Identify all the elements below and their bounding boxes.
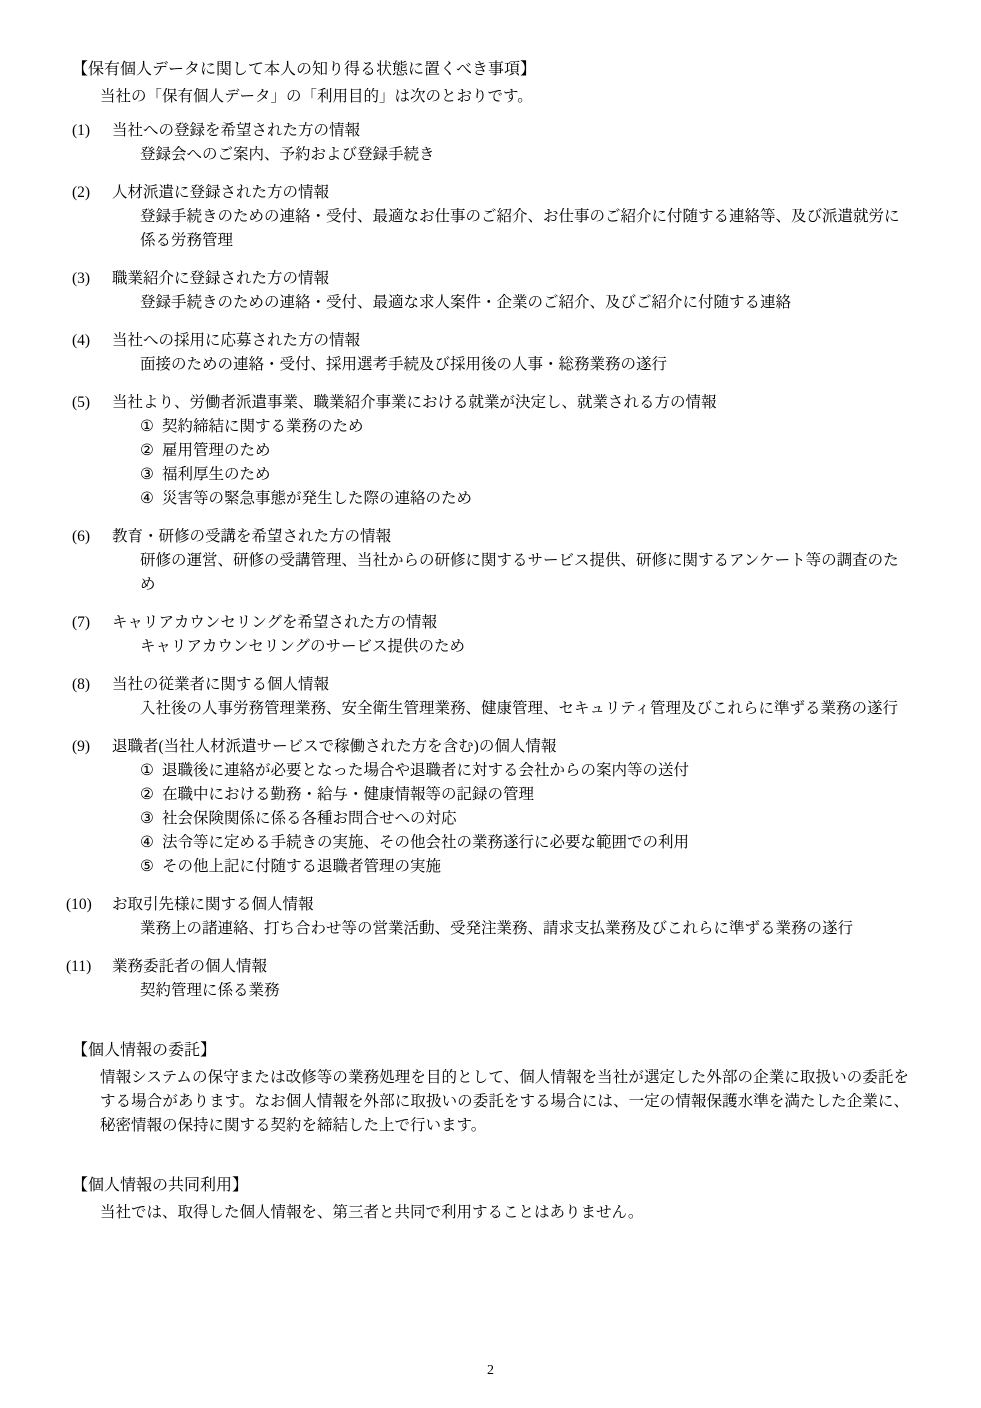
item-body: 業務上の諸連絡、打ち合わせ等の営業活動、受発注業務、請求支払業務及びこれらに準ずる業務の遂行: [140, 920, 854, 938]
item-body: 登録手続きのための連絡・受付、最適なお仕事のご紹介、お仕事のご紹介に付随する連絡等、及び派遣就労に係る労務管理: [140, 207, 900, 249]
item-title-row: [72, 391, 909, 415]
sublist-text: 災害等の緊急事態が発生した際の連絡のため: [162, 490, 473, 508]
sublist-text: 福利厚生のため: [162, 466, 271, 483]
item-title: 当社の従業者に関する個人情報: [112, 676, 330, 694]
item-body: 登録会へのご案内、予約および登録手続き: [140, 145, 435, 163]
item-body: 面接のための連絡・受付、採用選考手続及び採用後の人事・総務業務の遂行: [140, 355, 668, 373]
item-title-row: [72, 329, 909, 353]
item-body: 契約管理に係る業務: [140, 982, 280, 1000]
item-number: (5): [72, 393, 91, 411]
circled-number-3: ③: [140, 466, 154, 483]
section-heading: 【個人情報の共同利用】: [72, 1177, 249, 1195]
item-body: 入社後の人事労務管理業務、安全衛生管理業務、健康管理、セキュリティ管理及びこれらに準ずる業務の遂行: [140, 700, 898, 718]
list-item: [72, 329, 909, 377]
sublist-item: [140, 415, 909, 439]
item-number: (7): [72, 614, 91, 632]
list-item: [72, 267, 909, 315]
item-title: お取引先様に関する個人情報: [112, 896, 314, 914]
list-item: [72, 181, 909, 253]
sublist-text: 契約締結に関する業務のため: [162, 417, 364, 435]
item-number: (1): [72, 121, 91, 139]
item-title-row: [66, 893, 909, 917]
item-body: 登録手続きのための連絡・受付、最適な求人案件・企業のご紹介、及びご紹介に付随する連絡: [140, 293, 792, 311]
item-title-row: [72, 673, 909, 697]
sublist-text: 法令等に定める手続きの実施、その他会社の業務遂行に必要な範囲での利用: [162, 834, 690, 852]
sublist-item: [140, 439, 909, 463]
item-title-row: [66, 955, 909, 979]
sublist-item: [140, 783, 909, 807]
sublist-text: 社会保険関係に係る各種お問合せへの対応: [162, 810, 457, 828]
circled-number-5: ⑤: [140, 858, 154, 876]
list-item: [72, 391, 909, 511]
item-title-row: [72, 611, 909, 635]
list-item: [66, 955, 909, 1003]
circled-number-3: ③: [140, 810, 154, 828]
list-item: [72, 611, 909, 659]
sublist-text: その他上記に付随する退職者管理の実施: [162, 858, 442, 876]
section-body: 当社では、取得した個人情報を、第三者と共同で利用することはありません。: [100, 1203, 644, 1221]
item-number: (3): [72, 269, 91, 287]
list-item: [66, 893, 909, 941]
page-number: 2: [487, 1363, 494, 1379]
circled-number-2: ②: [140, 441, 154, 459]
list-item: [72, 735, 909, 879]
item-title: 退職者(当社人材派遣サービスで稼働された方を含む)の個人情報: [112, 738, 557, 756]
item-title: 業務委託者の個人情報: [112, 958, 268, 976]
item-title: 教育・研修の受講を希望された方の情報: [112, 528, 392, 546]
section-body: 情報システムの保守または改修等の業務処理を目的として、個人情報を当社が選定した外部の企業に取扱いの委託をする場合があります。なお個人情報を外部に取扱いの委託をする場合には、一定の情報保護水準を満たした企業に、秘密情報の保持に関する契約を締結した上で行います。: [100, 1069, 909, 1135]
item-number: (2): [72, 183, 91, 201]
item-title: 当社への登録を希望された方の情報: [112, 121, 361, 139]
list-item: [72, 119, 909, 167]
sublist-item: [140, 807, 909, 831]
item-number: (6): [72, 528, 91, 546]
sublist-text: 在職中における勤務・給与・健康情報等の記録の管理: [162, 786, 535, 804]
section-heading: 【個人情報の委託】: [72, 1042, 217, 1060]
list-item: [72, 525, 909, 597]
sublist-text: 退職後に連絡が必要となった場合や退職者に対する会社からの案内等の送付: [162, 762, 690, 780]
item-body: 研修の運営、研修の受講管理、当社からの研修に関するサービス提供、研修に関するアンケート等の調査のため: [140, 552, 899, 594]
item-title-row: [72, 119, 909, 143]
purpose-list: [66, 119, 909, 1003]
section-heading: 【保有個人データに関して本人の知り得る状態に置くべき事項】: [72, 61, 537, 78]
sublist-item: [140, 831, 909, 855]
circled-number-4: ④: [140, 834, 154, 852]
item-title: 人材派遣に登録された方の情報: [112, 183, 330, 201]
item-sublist: [112, 415, 909, 511]
sublist-item: [140, 463, 909, 487]
sublist-item: [140, 855, 909, 879]
item-title-row: [72, 181, 909, 205]
circled-number-1: ①: [140, 417, 154, 435]
circled-number-2: ②: [140, 786, 154, 804]
circled-number-1: ①: [140, 762, 154, 780]
item-number: (10): [66, 896, 92, 914]
item-sublist: [112, 759, 909, 879]
section-entrustment: [72, 1039, 909, 1138]
section-joint-use: [72, 1174, 909, 1225]
item-title: 当社より、労働者派遣事業、職業紹介事業における就業が決定し、就業される方の情報: [112, 393, 717, 411]
section-holding-personal-data: [66, 58, 909, 1003]
sublist-item: [140, 759, 909, 783]
item-number: (9): [72, 738, 91, 756]
item-title: 職業紹介に登録された方の情報: [112, 269, 330, 287]
section-lead: 当社の「保有個人データ」の「利用目的」は次のとおりです。: [100, 87, 533, 105]
list-item: [72, 673, 909, 721]
item-number: (4): [72, 331, 91, 349]
item-title: キャリアカウンセリングを希望された方の情報: [112, 614, 438, 632]
sublist-text: 雇用管理のため: [162, 441, 271, 459]
item-title-row: [72, 735, 909, 759]
circled-number-4: ④: [140, 490, 154, 508]
item-title-row: [72, 267, 909, 291]
item-number: (8): [72, 676, 91, 694]
item-number: (11): [66, 958, 92, 976]
sublist-item: [140, 487, 909, 511]
item-body: キャリアカウンセリングのサービス提供のため: [140, 638, 466, 656]
item-title-row: [72, 525, 909, 549]
item-title: 当社への採用に応募された方の情報: [112, 331, 361, 349]
